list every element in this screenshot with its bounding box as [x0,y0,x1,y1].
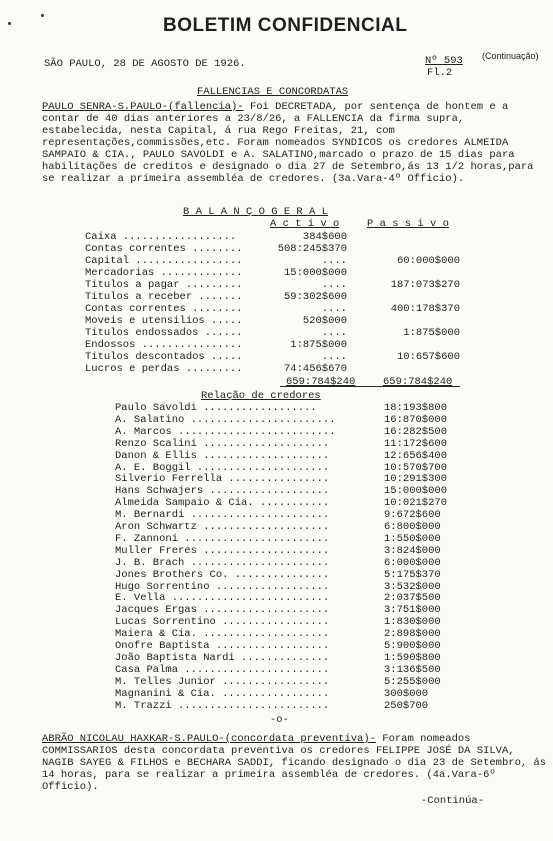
creditor-name: Renzo Scalini .................... [115,437,330,450]
balance-active: 59:302$600 [283,291,347,303]
balance-label: Capital ................. [85,255,243,267]
creditor-row [115,473,460,485]
page-title: BOLETIM CONFIDENCIAL [163,15,408,36]
creditor-row [115,545,460,557]
creditor-name: Muller Freres .................... [115,544,330,557]
balance-row [85,267,460,279]
balance-row [85,303,460,315]
sheet-number: Fl.2 [427,67,453,79]
continuation-note: (Continuação) [482,51,539,61]
creditor-name: M. Telles Junior ................. [115,675,330,688]
creditor-amount: 10:291$300 [384,473,448,486]
balance-active: .... [321,279,347,291]
balance-passive: 60:000$000 [396,255,460,267]
creditor-amount: 12:656$400 [384,449,448,462]
creditor-name: Onofre Baptista .................. [115,640,330,652]
section-title: FALLENCIAS E CONCORDATAS [197,86,349,98]
balance-row [85,291,460,303]
balance-label: Titulos a receber ....... [85,291,243,303]
creditor-row [115,569,460,581]
balance-active: 15:000$000 [283,267,347,279]
entry-abrao-haxkar [42,733,547,793]
creditor-amount: 2:037$500 [384,592,441,605]
creditor-name: A. E. Boggil ..................... [115,461,330,474]
creditor-row [115,414,460,426]
balance-row [85,243,460,255]
creditor-name: E. Vella ......................... [115,592,330,605]
creditor-amount: 10:570$700 [384,461,448,474]
creditor-row [115,521,460,533]
creditor-amount: 3:532$000 [384,580,441,593]
entry-paulo-senra [42,101,547,185]
balance-active: .... [321,327,347,339]
creditor-amount: 6:800$000 [384,521,441,533]
creditor-row [115,640,460,652]
creditor-name: Jones Brothers Co. ............... [115,568,330,581]
balance-active: .... [321,351,347,363]
bulletin-number: Nº 593 [425,55,463,67]
creditor-row [115,700,460,712]
creditor-row [115,426,460,438]
creditor-amount: 250$700 [384,699,429,712]
creditor-amount: 5:175$370 [384,568,441,581]
creditor-row [115,664,460,676]
creditor-row [115,497,460,509]
balance-active: .... [321,255,347,267]
balance-label: Contas correntes ........ [85,243,243,255]
creditor-name: Danon & Ellis .................... [115,449,330,462]
creditor-name: J. B. Brach ...................... [115,556,330,569]
creditor-amount: 16:282$500 [384,425,448,438]
margin-mark [8,22,11,25]
date-line: SÃO PAULO, 28 DE AGOSTO DE 1926. [44,58,246,70]
creditor-name: M. Bernardi ...................... [115,509,330,522]
creditor-name: A. Marcos ......................... [115,425,336,438]
creditor-amount: 10:021$270 [384,497,448,510]
creditor-name: Jacques Ergas .................... [115,604,330,617]
continues-note: -Continúa- [421,795,485,807]
creditor-amount: 3:136$500 [384,663,441,676]
creditor-row [115,676,460,688]
creditor-amount: 5:900$000 [384,640,441,652]
creditor-name: Hans Schwajers ................... [115,485,330,498]
balance-row [85,279,460,291]
creditor-row [115,485,460,497]
creditor-amount: 5:255$000 [384,675,441,688]
balance-label: Mercadorias ............. [85,267,243,279]
creditor-row [115,402,460,414]
balance-passive: 1:875$000 [403,327,460,339]
balance-active: 520$000 [302,315,347,327]
balance-row [85,255,460,267]
creditor-row [115,592,460,604]
creditor-name: F. Zannoni ....................... [115,532,330,545]
entry-text: Foi DECRETADA, por sentença de hontem e a contar de 40 dias anteriores a 23/8/26, a FALLENCIA da firma supra, estabelecida, nesta Capital, á rua Rego Freitas, 21, com representações,commissões,etc. Foram nomeados SYNDICOS os credores ALMEIDA SAMPAIO & CIA., PAULO SAVOLDI e A. SALATINO,marcado o prazo de 15 dias para habilitações de creditos e designado o dia 27 de Setembro,ás 13 1/2 horas,para se realizar a primeira assembléa de credores. (3a.Vara-4º Officio). [42,101,534,185]
creditor-row [115,533,460,545]
creditor-amount: 3:751$000 [384,604,441,617]
balance-label: Contas correntes ........ [85,303,243,315]
entry-heading: ABRÃO NICOLAU HAXKAR-S.PAULO-(concordata preventiva)- [42,733,376,745]
creditor-amount: 2:898$000 [384,628,441,641]
creditors-title: Relação de credores [201,390,321,402]
balance-active: 1:875$000 [290,339,347,351]
balance-label: Titulos a pagar ......... [85,279,243,291]
creditor-amount: 1:830$000 [384,616,441,629]
balance-col-active: A c t i v o [270,218,340,230]
balance-active: .... [321,303,347,315]
creditor-name: Lucas Sorrentino ................. [115,616,330,629]
creditor-name: Aron Schwartz .................... [115,521,330,533]
creditor-row [115,581,460,593]
creditor-row [115,462,460,474]
creditor-row [115,450,460,462]
creditor-name: A. Salatino ....................... [115,413,336,426]
creditor-row [115,604,460,616]
balance-col-passive: P a s s i v o [367,218,449,230]
creditor-row [115,616,460,628]
balance-active: 74:456$670 [283,363,347,375]
creditor-amount: 11:172$600 [384,437,448,450]
balance-active: 508:245$370 [277,243,347,255]
creditor-name: Almeida Sampaio & Cia. ........... [115,497,330,510]
margin-mark [41,14,44,17]
balance-label: Titulos descontados ..... [85,351,243,363]
balance-row [85,327,460,339]
creditor-name: Silverio Ferrella ................ [115,473,330,486]
balance-passive: 400:178$370 [390,303,460,315]
balance-label: Caixa .................. [85,231,237,243]
creditor-name: Casa Palma ....................... [115,663,330,676]
creditor-amount: 300$000 [384,687,429,700]
balance-title: B A L A N Ç O G E R A L [183,206,328,218]
creditor-row [115,688,460,700]
separator: -o- [270,714,289,726]
balance-total-active: 659:784$240 [286,376,356,388]
creditor-amount: 18:193$800 [384,402,448,414]
creditor-amount: 1:590$800 [384,651,441,664]
balance-passive: 10:657$600 [396,351,460,363]
creditor-row [115,509,460,521]
creditor-amount: 3:824$000 [384,544,441,557]
creditor-row [115,652,460,664]
balance-label: Titulos endossados ...... [85,327,243,339]
creditor-amount: 1:550$000 [384,532,441,545]
creditor-row [115,438,460,450]
balance-row [85,339,460,351]
balance-row [85,315,460,327]
creditor-name: Hugo Sorrentino .................. [115,580,330,593]
balance-passive: 187:073$270 [390,279,460,291]
creditor-name: Magnanini & Cia. ................. [115,687,330,700]
entry-text: Foram nomeados COMMISSARIOS desta concordata preventiva os credores FELIPPE JOSÉ DA SILVA, NAGIB SAYEG & FILHOS e BECHARA SADDI, ficando designado o dia 23 de Setembro, ás 14 horas, para se realizar a primeira assembléa de credores. (4a.Vara-6º Officio). [42,733,547,793]
balance-label: Moveis e utensilios ..... [85,315,243,327]
creditor-amount: 9:672$600 [384,509,441,522]
entry-heading: PAULO SENRA-S.PAULO-(fallencia)- [42,101,244,113]
creditor-amount: 16:870$000 [384,413,448,426]
balance-row [85,351,460,363]
balance-total-passive: 659:784$240 [383,376,453,388]
balance-row [85,231,460,243]
creditor-row [115,628,460,640]
creditor-amount: 15:000$000 [384,485,448,498]
balance-active: 384$600 [302,231,347,243]
creditor-amount: 6:000$000 [384,556,441,569]
creditor-row [115,557,460,569]
creditor-name: Maiera & Cia. .................... [115,628,330,641]
balance-label: Lucros e perdas ......... [85,363,243,375]
creditor-name: Paulo Savoldi .................. [115,402,317,414]
creditor-name: João Baptista Nardi .............. [115,651,330,664]
creditor-name: M. Trazzi ........................ [115,699,330,712]
balance-label: Endossos ................ [85,339,243,351]
balance-row [85,363,460,375]
